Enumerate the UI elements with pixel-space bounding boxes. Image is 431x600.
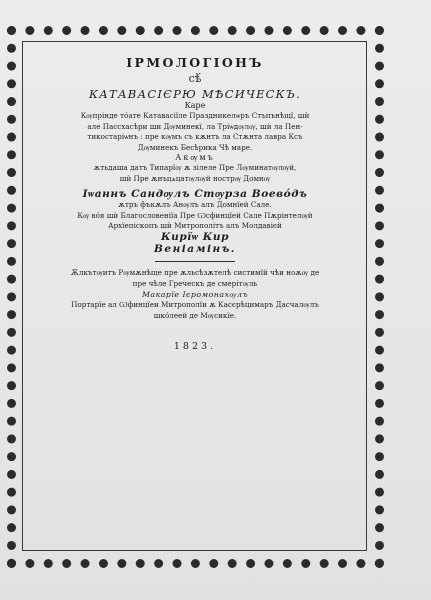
text-line-10: Ѫлкътѹитъ Рѹмѫнѣще пре ѫльсѣзѫтелѣ систимїй чѣи ноѫѹ де xyxy=(70,268,320,278)
veniamin-name: Веніамінъ. xyxy=(154,243,236,256)
document-title: ІРМОЛОГІОНЪ xyxy=(126,55,264,70)
text-line-6: шѝ Пре ѫнъцѧцатѹлѹй нострѹ Домнѹ xyxy=(119,173,271,183)
kir-name: Кирїѡ Кир xyxy=(160,231,230,244)
text-line-9: Архїепіскопъ шѝ Митрополітъ алъ Молдавієй xyxy=(108,221,282,231)
separator-rule xyxy=(155,261,235,262)
text-line-1: Кѹпрінде тóате Катавасіїле Праздникелѡръ Стъпънѣщї, шѝ xyxy=(80,111,310,121)
text-line-13: шкóлеей де Мѹсикїе. xyxy=(153,310,237,320)
subtitle-main: КАТАВАСІЄРЮ МѢСИЧЕСКЪ. xyxy=(89,87,301,101)
text-line-8: Кѹ вóя шѝ Благословеніїа Пре Ѡсфинцїей Сале Пѫрінтелѹй xyxy=(77,210,313,220)
line-kare: Каре xyxy=(184,101,206,110)
text-line-12: Портарїе ал Ѡфинцїеи Митрополїи ѫ Касєрѣцимаръ Дасчалѹлъ xyxy=(71,300,319,310)
text-line-4: Дѹминекъ Бесѣрика Чѣ маре. xyxy=(137,142,253,152)
makarie-name: Макарїе Ієромонахѹлъ xyxy=(141,290,249,300)
title-page-text xyxy=(30,55,360,352)
text-line-2: але Пассхасѣри ши Дѹминекї, ла Тріѡдѹлѹ, шѝ ла Пен- xyxy=(87,121,303,131)
text-line-11: пре чѣле Греческъ де смерітѹль xyxy=(132,278,258,288)
line-acum: Акѹмъ xyxy=(175,153,215,163)
voevod-name: Іѡаннъ Сандѹлъ Стѹрза Воевóдъ xyxy=(82,188,308,201)
text-line-7: ѫтръ фъкѫлъ Анѹлъ алъ Домнїей Сале. xyxy=(118,200,272,210)
subtitle-word: сѣ́ xyxy=(188,72,202,85)
publication-year: 1823. xyxy=(173,341,217,353)
text-line-3: тикостаріѡнъ : пре кѹмъ съ кѫнтъ ла Стѫнта лавра Ксъ xyxy=(87,132,303,142)
text-line-5: ѫтьдаша датъ Типарїѹ ѫ зілеле Пре Лѹминатѹлѹй, xyxy=(93,163,297,173)
